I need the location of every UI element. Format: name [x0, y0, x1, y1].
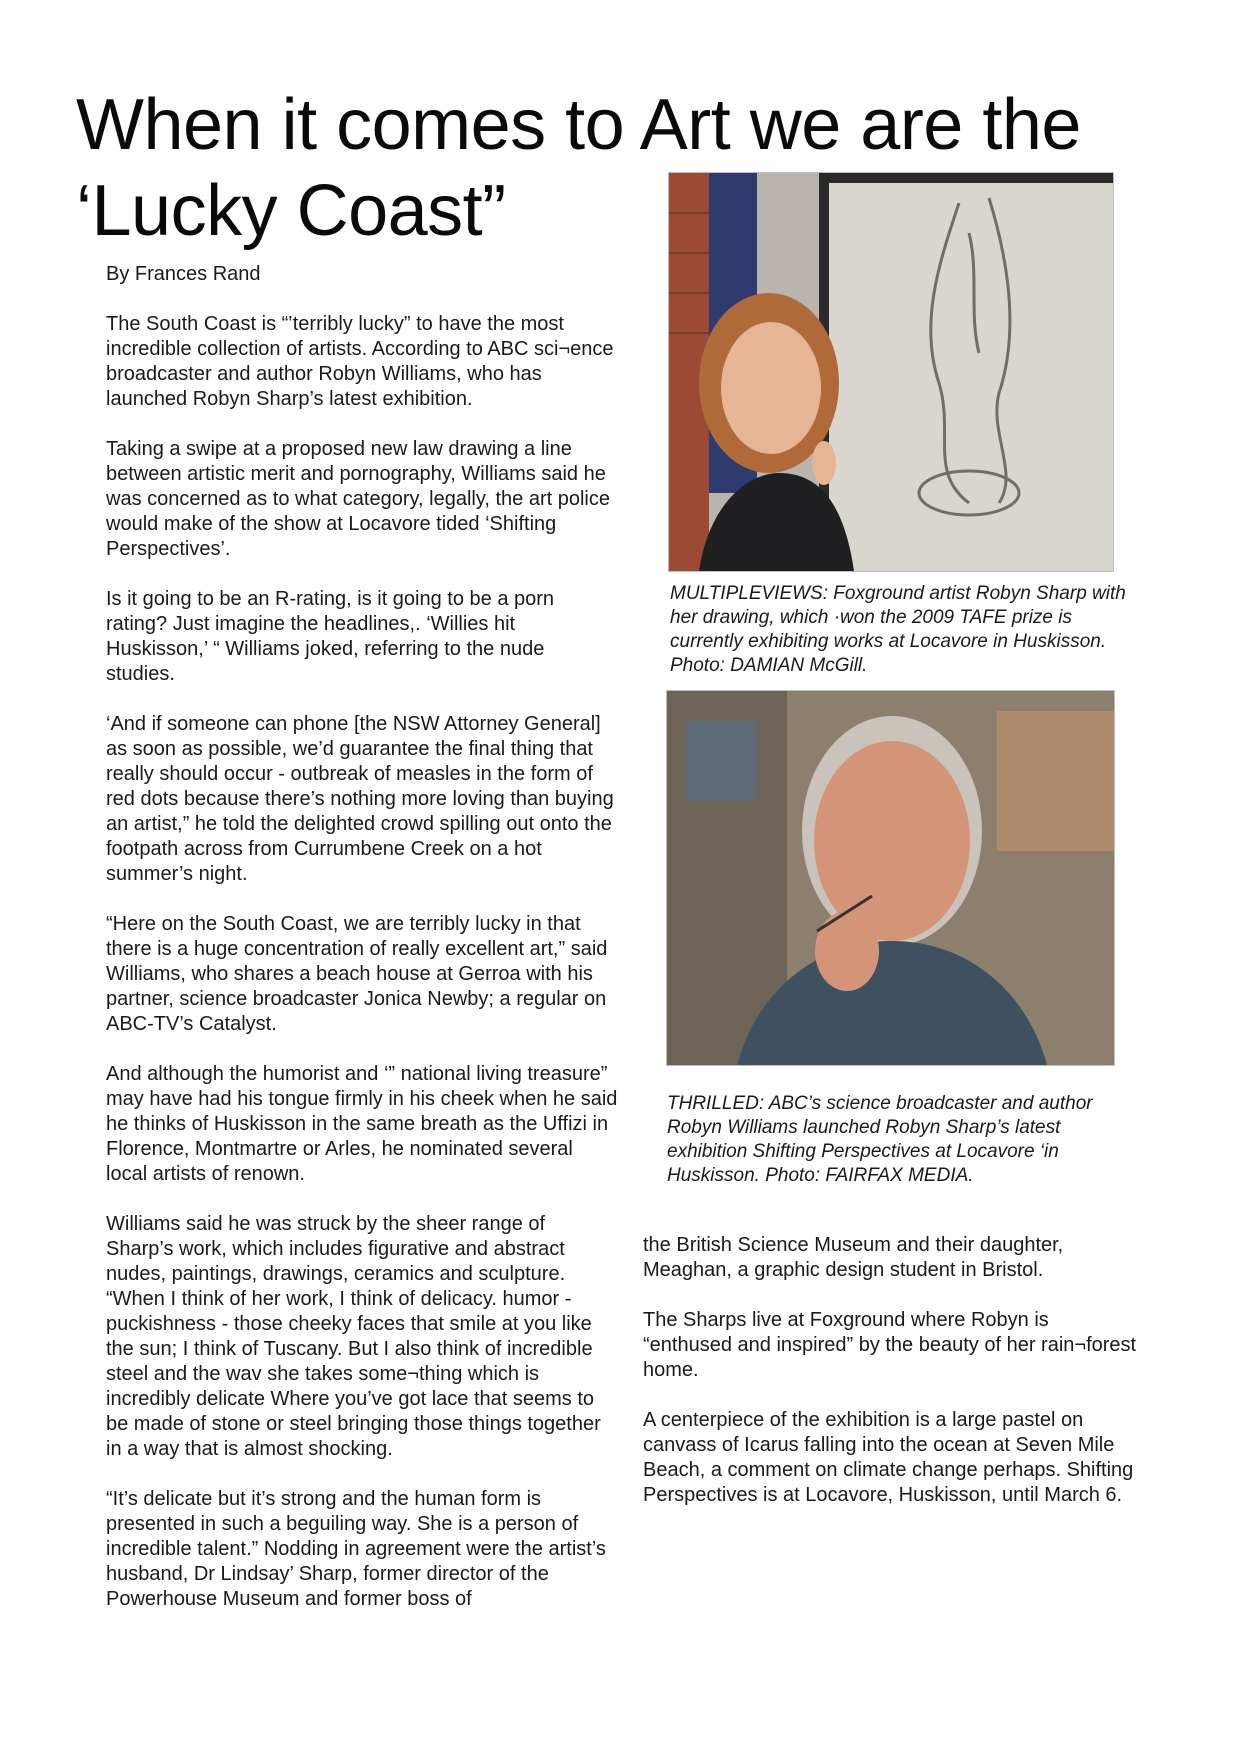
paragraph: Taking a swipe at a proposed new law drawing a line between artistic merit and pornography, Williams said he was concerned as to what category, legally, the art police would make of the show at Locavore tided ‘Shifting Perspectives’.	[106, 438, 610, 560]
paragraph: “Here on the South Coast, we are terribly lucky in that there is a huge concentration of really excellent art,” said Williams, who shares a beach house at Gerroa with his partner, science broadcaster Jonica Newby; a regular on ABC-TV’s Catalyst.	[106, 913, 608, 1035]
paragraph: A centerpiece of the exhibition is a large pastel on canvass of Icarus falling into the ocean at Seven Mile Beach, a comment on climate change perhaps. Shifting Perspectives is at Locavore, Huskisson, until March 6.	[643, 1409, 1134, 1506]
byline: By Frances Rand	[106, 263, 261, 285]
photo-artist-with-drawing	[668, 172, 1114, 572]
paragraph: And although the humorist and ‘” national living treasure” may have had his tongue firmly in his cheek when he said he thinks of Huskisson in the same breath as the Uffizi in Florence, Montmartre or Arles, he nominated several local artists of renown.	[106, 1063, 618, 1185]
paragraph: “It’s delicate but it’s strong and the human form is presented in such a beguiling way. She is a person of incredible talent.” Nodding in agreement were the artist’s husband, Dr Lindsay’ Sharp, former director of the Powerhouse Museum and former boss of	[106, 1488, 606, 1610]
photo-broadcaster-illustration	[667, 691, 1114, 1065]
photo-artist-illustration	[669, 173, 1113, 571]
paragraph: The Sharps live at Foxground where Robyn is “enthused and inspired” by the beauty of her rain¬forest home.	[643, 1309, 1137, 1381]
headline-line-1: When it comes to Art we are the	[76, 85, 1081, 165]
photo-broadcaster-portrait	[666, 690, 1115, 1066]
paragraph: Is it going to be an R-rating, is it going to be a porn rating? Just imagine the headlines,. ‘Willies hit Huskisson,’ “ Williams joked, referring to the nude studies.	[106, 588, 555, 685]
photo-caption-1: MULTIPLEVIEWS: Foxground artist Robyn Sharp with her drawing, which ·won the 2009 TAFE prize is currently exhibiting works at Locavore in Huskisson. Photo: DAMIAN McGill.	[670, 583, 1126, 676]
paragraph: ‘And if someone can phone [the NSW Attorney General] as soon as possible, we’d guarantee the final thing that really should occur - outbreak of measles in the form of red dots because there’s nothing more loving than buying an artist,” he told the delighted crowd spilling out onto the footpath across from Currumbene Creek on a hot summer’s night.	[106, 713, 614, 885]
paragraph: Williams said he was struck by the sheer range of Sharp’s work, which includes figurative and abstract nudes, paintings, drawings, ceramics and sculpture. “When I think of her work, I think of delicacy. humor - puckishness - those cheeky faces that smile at you like the sun; I think of Tuscany. But I also think of incredible steel and the wav she takes some¬thing which is incredibly delicate Where you’ve got lace that seems to be made of stone or steel bringing those things together in a way that is almost shocking.	[106, 1213, 601, 1460]
paragraph: The South Coast is “‛terribly lucky” to have the most incredible collection of artists. According to ABC sci¬ence broadcaster and author Robyn Williams, who has launched Robyn Sharp’s latest exhibition.	[106, 313, 614, 410]
article-column-left	[106, 262, 618, 1637]
photo-caption-2: THRILLED: ABC’s science broadcaster and author Robyn Williams launched Robyn Sharp’s latest exhibition Shifting Perspectives at Locavore ‘in Huskisson. Photo: FAIRFAX MEDIA.	[667, 1093, 1093, 1186]
paragraph: the British Science Museum and their daughter, Meaghan, a graphic design student in Bristol.	[643, 1234, 1064, 1281]
article-column-right	[643, 1233, 1143, 1533]
headline-line-2: ‘Lucky Coast”	[76, 171, 506, 251]
